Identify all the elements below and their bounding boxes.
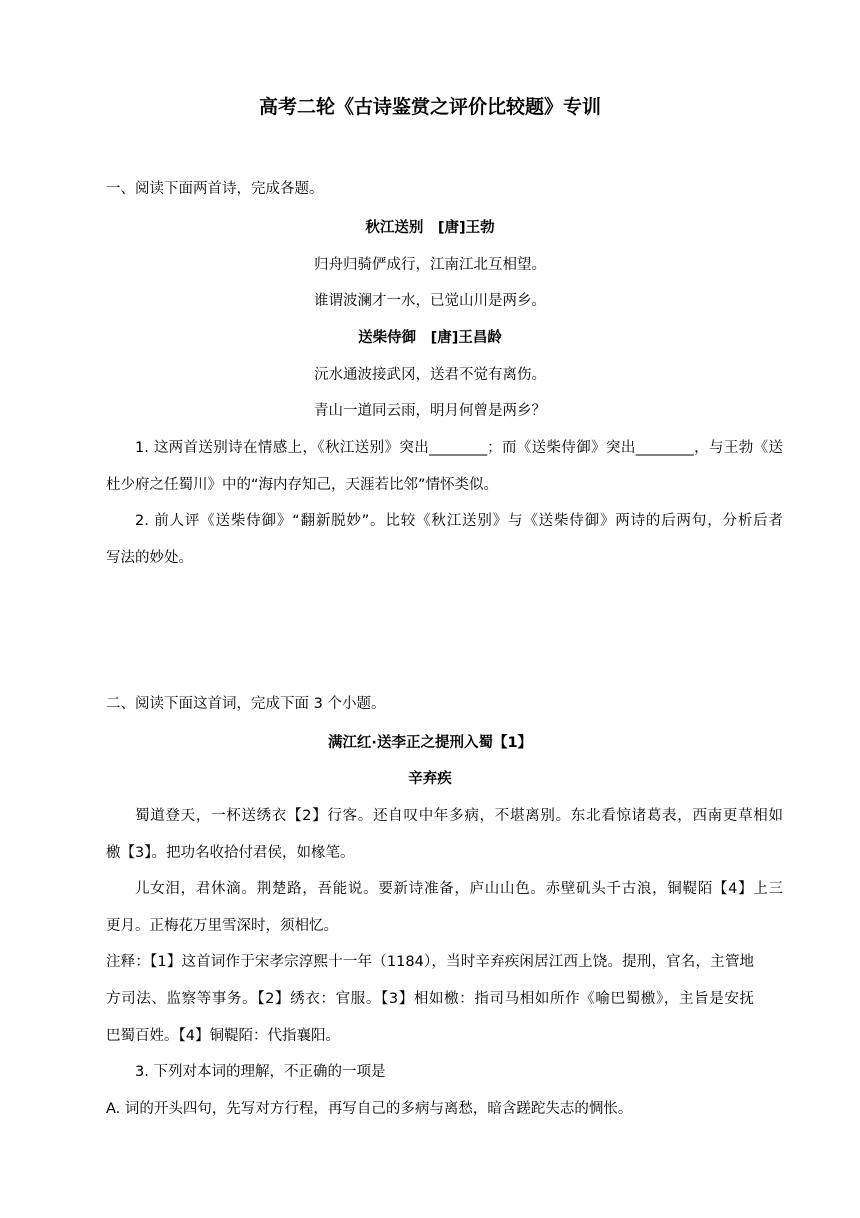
- ci-para1-line-1: 蜀道登天，一杯送绣衣【2】行客。还自叹中年多病，不堪离别。东北看惊诸葛表，西南更草相如: [135, 808, 783, 824]
- poem2-line-1: 沅水通波接武冈，送君不觉有离伤。: [314, 367, 546, 383]
- question-2-line-1: 2. 前人评《送柴侍御》“翻新脱妙”。比较《秋江送别》与《送柴侍御》两诗的后两句，分析后者: [135, 513, 783, 529]
- ci-author: 辛弃疾: [408, 771, 452, 787]
- poem1-line-2: 谁谓波澜才一水，已觉山川是两乡。: [314, 293, 546, 309]
- question-3: 3. 下列对本词的理解，不正确的一项是: [135, 1064, 386, 1080]
- notes-line-2: 方司法、监察等事务。【2】绣衣：官服。【3】相如檄：指司马相如所作《喻巴蜀檄》，主旨是安抚: [106, 991, 754, 1007]
- question-1-line-2: 杜少府之任蜀川》中的“海内存知己，天涯若比邻”情怀类似。: [106, 477, 499, 493]
- ci-para2-line-1: 儿女泪，君休滴。荆楚路，吾能说。要新诗准备，庐山山色。赤壁矶头千古浪，铜鞮陌【4】上三: [135, 881, 783, 897]
- option-a: A. 词的开头四句，先写对方行程，再写自己的多病与离愁，暗含蹉跎失志的惆怅。: [106, 1101, 633, 1117]
- poem1-line-1: 归舟归骑俨成行，江南江北互相望。: [314, 257, 546, 273]
- notes-line-1: 注释：【1】这首词作于宋孝宗淳熙十一年（1184），当时辛弃疾闲居江西上饶。提刑，官名，主管地: [106, 954, 754, 970]
- notes-line-3: 巴蜀百姓。【4】铜鞮陌：代指襄阳。: [106, 1028, 340, 1044]
- poem2-line-2: 青山一道同云雨，明月何曾是两乡？: [314, 403, 546, 419]
- document-title: 高考二轮《古诗鉴赏之评价比较题》专训: [258, 96, 601, 118]
- section1-heading: 一、阅读下面两首诗，完成各题。: [106, 181, 324, 197]
- poem2-title: 送柴侍御 [唐]王昌龄: [358, 330, 502, 346]
- ci-title: 满江红·送李正之提刑入蜀【1】: [327, 735, 533, 751]
- section2-heading: 二、阅读下面这首词，完成下面 3 个小题。: [106, 696, 386, 712]
- ci-para1-line-2: 檄【3】。把功名收拾付君侯，如椽笔。: [106, 845, 355, 861]
- ci-para2-line-2: 更月。正梅花万里雪深时，须相忆。: [106, 918, 338, 934]
- question-1-line-1: 1. 这两首送别诗在情感上，《秋江送别》突出________；而《送柴侍御》突出________，与王勃《送: [135, 440, 783, 456]
- poem1-title: 秋江送别 [唐]王勃: [365, 220, 495, 236]
- question-2-line-2: 写法的妙处。: [106, 550, 193, 566]
